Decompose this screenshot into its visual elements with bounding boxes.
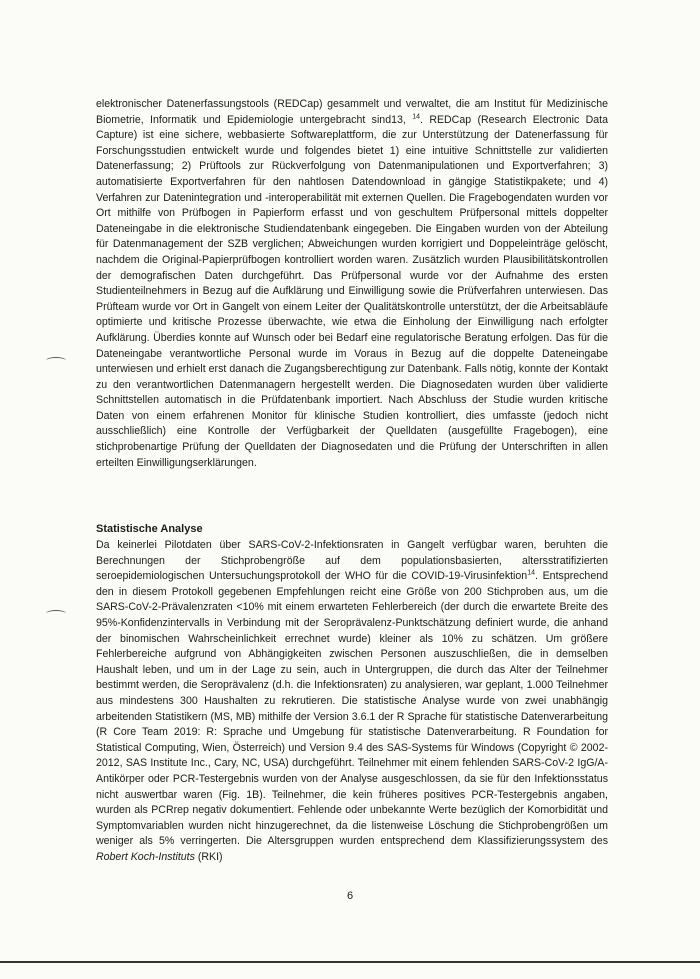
margin-mark: [46, 357, 66, 364]
margin-mark: [46, 610, 66, 617]
scan-edge-line: [0, 961, 700, 963]
page-number: 6: [346, 890, 354, 902]
institution-name: Robert Koch-Instituts: [96, 850, 195, 863]
paragraph-text: Da keinerlei Pilotdaten über SARS-CoV-2-Infektionsraten in Gangelt verfügbar waren, beruhten die Berechnungen der Stichprobengröße auf dem populationsbasierten, altersstratifizierten seroepidemiologischen Untersuchungsprotokoll der WHO für die COVID-19-Virusinfektion: [96, 539, 608, 583]
paragraph-text: elektronischer Datenerfassungstools (REDCap) gesammelt und verwaltet, die am Institut für Medizinische Biometrie, Informatik und Epidemiologie untergebracht sind13,: [96, 98, 608, 126]
paragraph-text: . Entsprechend den in diesem Protokoll gegebenen Empfehlungen reicht eine Größe von 200 Stichproben aus, um die SARS-CoV-2-Prävalenzraten <10% mit einem erwarteten Fehlerbereich (der durch die erwartete Breite des 95%-Konfidenzintervalls in Verbindung mit der Seroprävalenz-Punktschätzung definiert wurde, die anhand der binomischen Wahrscheinlichkeit errechnet wurde) kleiner als 10% zu schätzen. Um größere Fehlerbereiche aufgrund von Abhängigkeiten zwischen Personen auszuschließen, die in demselben Haushalt leben, und um in der Lage zu sein, auch in Untergruppen, die durch das Alter der Teilnehmer bestimmt werden, die Seroprävalenz (d.h. die Infektionsraten) zu analysieren, war geplant, 1.000 Teilnehmer aus mindestens 300 Haushalten zu rekrutieren. Die statistische Analyse wurde von zwei unabhängig arbeitenden Statistikern (MS, MB) mithilfe der Version 3.6.1 der R Sprache für statistische Datenverarbeitung (R Core Team 2019: R: Sprache und Umgebung für statistische Datenverarbeitung. R Foundation for Statistical Computing, Wien, Österreich) und Version 9.4 des SAS-Systems für Windows (Copyright © 2002-2012, SAS Institute Inc., Cary, NC, USA) durchgeführt. Teilnehmer mit einem fehlenden SARS-CoV-2 IgG/A-Antikörper oder PCR-Testergebnis wurden von der Analyse ausgeschlossen, da sie für den Infektionsstatus nicht auswertbar waren (Fig. 1B). Teilnehmer, die kein früheres positives PCR-Testergebnis angaben, wurden als PCRrep negativ dokumentiert. Fehlende oder unbekannte Werte bezüglich der Komorbidität und Symptomvariablen wurden nicht hinzugerechnet, da die listenweise Löschung die Stichprobengrößen um weniger als 5% verringerten. Die Altersgruppen wurden entsprechend dem Klassifizierungssystem des: [96, 570, 608, 848]
paragraph-statistical-analysis: [96, 538, 608, 865]
paragraph-data-management: [96, 97, 608, 471]
section-heading: Statistische Analyse: [96, 523, 203, 535]
paragraph-text: (RKI): [194, 850, 223, 863]
reference-superscript: 14: [527, 569, 535, 577]
reference-superscript: 14: [412, 113, 420, 121]
paragraph-text: . REDCap (Research Electronic Data Capture) ist eine sichere, webbasierte Softwareplattform, die zur Unterstützung der Datenerfassung für Forschungsstudien entwickelt wurde und folgendes bietet 1) eine intuitive Schnittstelle zur validierten Datenerfassung; 2) Prüftools zur Rückverfolgung von Datenmanipulationen und Exportverfahren; 3) automatisierte Exportverfahren für den nahtlosen Datendownload in gängige Statistikpakete; und 4) Verfahren zur Datenintegration und -interoperabilität mit externen Quellen. Die Fragebogendaten wurden vor Ort mithilfe von Prüfbogen in Papierform erfasst und von geschultem Prüfpersonal mittels doppelter Dateneingabe in die elektronische Studiendatenbank eingegeben. Die Eingaben wurden von der Abteilung für Datenmanagement der SZB verglichen; Abweichungen wurden korrigiert und Doppeleinträge gelöscht, nachdem die Original-Papierprüfbogen kontrolliert worden waren. Zusätzlich wurden Plausibilitätskontrollen der demografischen Daten durchgeführt. Das Prüfpersonal wurde vor der Aufnahme des ersten Studienteilnehmers in Bezug auf die Aufklärung und Einwilligung sowie die Prüfverfahren unterwiesen. Das Prüfteam wurde vor Ort in Gangelt von einem Leiter der Qualitätskontrolle unterstützt, der die Arbeitsabläufe optimierte und kritische Prozesse überwachte, wie etwa die Einholung der Einwilligung nach erfolgter Aufklärung. Überdies konnte auf Wunsch oder bei Bedarf eine regulatorische Beratung erfolgen. Das für die Dateneingabe verantwortliche Personal wurde im Voraus in Bezug auf die doppelte Dateneingabe unterwiesen und erhielt erst danach die Zugangsberechtigung zur Datenbank. Falls nötig, konnte der Kontakt zu den verantwortlichen Datenmanagern hergestellt werden. Die Diagnosedaten wurden über validierte Schnittstellen automatisch in die Prüfdatenbank importiert. Nach Abschluss der Studie wurden kritische Daten von einem erfahrenen Monitor für klinische Studien kontrolliert, dies umfasste (jedoch nicht ausschließlich) eine Kontrolle der Verfügbarkeit der Quelldaten (ausgefüllte Fragebogen), eine stichprobenartige Prüfung der Quelldaten der Diagnosedaten und die Prüfung der Unterschriften in allen erteilten Einwilligungserklärungen.: [96, 113, 608, 469]
